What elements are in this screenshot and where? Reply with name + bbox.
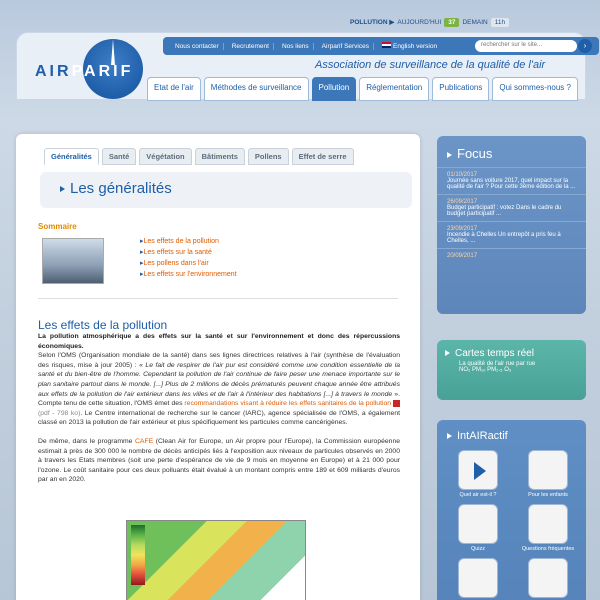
tile-icon bbox=[528, 558, 568, 598]
interactif-heading bbox=[437, 420, 586, 448]
cartes-subtitle: La qualité de l'air rue par rue bbox=[459, 361, 536, 367]
focus-item[interactable] bbox=[437, 167, 586, 194]
intro-paragraph bbox=[38, 332, 400, 351]
divider bbox=[38, 298, 398, 299]
arrow-icon bbox=[445, 350, 450, 356]
tile-quizz[interactable] bbox=[449, 504, 507, 552]
map-legend bbox=[131, 525, 145, 585]
content-card bbox=[16, 134, 420, 600]
sommaire-link[interactable]: ▸ Les pollens dans l'air bbox=[140, 259, 237, 267]
search-button[interactable]: › bbox=[578, 39, 592, 53]
page-title bbox=[60, 180, 172, 197]
tile-enfants[interactable] bbox=[519, 450, 577, 498]
page-title-text: Les généralités bbox=[70, 180, 172, 197]
recruitment-link[interactable]: Recrutement bbox=[228, 43, 274, 50]
focus-item[interactable] bbox=[437, 248, 586, 263]
focus-text: Journée sans voiture 2017, quel impact sur la qualité de l'air ? Pour cette 3ème édition de la ... bbox=[447, 178, 576, 190]
focus-text: Incendie à Chelles Un entrepôt a pris feu à Chelles, ... bbox=[447, 232, 561, 244]
section-heading: Les effets de la pollution bbox=[38, 318, 168, 332]
nav-pollution[interactable]: Pollution bbox=[312, 77, 357, 101]
tomorrow-label[interactable]: DEMAIN bbox=[462, 18, 488, 26]
interactif-title: IntAIRactif bbox=[457, 430, 508, 442]
realtime-maps-panel[interactable] bbox=[437, 340, 586, 400]
contact-link[interactable]: Nous contacter bbox=[171, 43, 224, 50]
sommaire-link[interactable]: ▸ Les effets sur l'environnement bbox=[140, 270, 237, 278]
pollution-label[interactable]: POLLUTION ▶ bbox=[350, 19, 395, 26]
main-nav bbox=[147, 77, 578, 101]
intro-bold: La pollution atmosphérique a des effets sur la santé et sur l'environnement et donc des répercussions économiques. bbox=[38, 333, 400, 350]
tile-label: Quizz bbox=[470, 546, 486, 552]
uk-flag-icon bbox=[382, 42, 391, 48]
play-icon bbox=[458, 450, 498, 490]
nav-methodes[interactable]: Méthodes de surveillance bbox=[204, 77, 309, 101]
focus-date: 26/09/2017 bbox=[447, 199, 478, 205]
nav-etat-air[interactable]: Etat de l'air bbox=[147, 77, 201, 101]
sommaire-thumbnail bbox=[42, 238, 104, 284]
focus-title: Focus bbox=[457, 146, 493, 161]
p1-quote: Le fait de respirer de l'air pur est considéré comme une condition essentielle de la santé et du bien-être de l'homme. Cependant la pollution de l'air continue de faire peser une menace importante sur le plan sanitaire partout dans le monde. [...] Plus de 2 millions de décès prématurés peuvent chaque année être attribués aux effets de la pollution de l'air extérieur dans les villes et de l'air à l'intérieur des habitations [...] à travers le monde bbox=[38, 361, 400, 398]
focus-date: 01/10/2017 bbox=[447, 172, 478, 178]
interactive-panel bbox=[437, 420, 586, 600]
tile-car[interactable] bbox=[449, 558, 507, 600]
focus-panel bbox=[437, 136, 586, 314]
tab-pollens[interactable]: Pollens bbox=[248, 148, 289, 165]
child-icon bbox=[528, 450, 568, 490]
nav-reglementation[interactable]: Réglementation bbox=[359, 77, 429, 101]
tile-other[interactable] bbox=[519, 558, 577, 600]
english-version-label: English version bbox=[393, 43, 438, 50]
sub-tabs bbox=[44, 148, 354, 165]
pollution-index-bar bbox=[350, 14, 588, 30]
quiz-icon bbox=[458, 504, 498, 544]
tab-effet-serre[interactable]: Effet de serre bbox=[292, 148, 354, 165]
page-title-bar bbox=[40, 172, 412, 208]
today-label[interactable]: AUJOURD'HUI bbox=[397, 18, 442, 26]
today-index-badge[interactable]: 37 bbox=[444, 18, 459, 27]
paragraph-cafe bbox=[38, 437, 400, 485]
tab-vegetation[interactable]: Végétation bbox=[139, 148, 191, 165]
pdf-icon bbox=[393, 400, 400, 407]
arrow-icon bbox=[447, 152, 452, 158]
p1-text-b: ». Compte tenu de cette situation, l'OMS émet des bbox=[38, 390, 400, 408]
interactive-grid bbox=[449, 450, 577, 600]
services-link[interactable]: Airparif Services bbox=[318, 43, 374, 50]
p1-text-c: . Le Centre international de recherche sur le cancer (IARC), agence spécialisée de l'OMS, a également classé en 2013 la pollution de l'air extérieur et plus spécifiquement les particules comme cancérigènes. bbox=[38, 409, 400, 427]
sommaire-list bbox=[140, 237, 237, 281]
site-tagline: Association de surveillance de la qualité de l'air bbox=[315, 59, 546, 71]
focus-text: Budget participatif : votez Dans le cadre du budget participatif ... bbox=[447, 205, 562, 217]
sommaire-link[interactable]: ▸ Les effets de la pollution bbox=[140, 237, 237, 245]
links-link[interactable]: Nos liens bbox=[278, 43, 314, 50]
search-input[interactable]: rechercher sur le site... bbox=[475, 40, 577, 52]
english-version-link[interactable] bbox=[378, 42, 441, 50]
utility-nav bbox=[163, 37, 599, 55]
nav-publications[interactable]: Publications bbox=[432, 77, 489, 101]
cartes-heading bbox=[437, 340, 586, 361]
focus-item[interactable] bbox=[437, 194, 586, 221]
tab-sante[interactable]: Santé bbox=[102, 148, 136, 165]
europe-map-image bbox=[126, 520, 306, 600]
sommaire-heading: Sommaire bbox=[38, 222, 77, 231]
tab-generalites[interactable]: Généralités bbox=[44, 148, 99, 165]
tile-label: Questions fréquentes bbox=[521, 546, 575, 552]
tab-batiments[interactable]: Bâtiments bbox=[195, 148, 245, 165]
focus-heading bbox=[437, 136, 586, 167]
tile-quel-air[interactable] bbox=[449, 450, 507, 498]
site-logo[interactable] bbox=[35, 63, 133, 81]
paragraph-oms bbox=[38, 351, 400, 428]
p2-text-b: (Clean Air for Europe, un Air propre pour l'Europe), la Commission européenne estimait à près de 300 000 le nombre de décès anticipés liés à l'exposition aux niveaux de particules observés en 2000 à travers les Etats membres (soit une perte d'espérance de vie de 9 mois en moyenne en Europe) et à 21 000 pour l'ozone. Le coût sanitaire pour ces deux polluants était évalué à un montant compris entre 189 et 609 milliards d'euros par an en 2020. bbox=[38, 437, 401, 484]
magic-hat-icon bbox=[528, 504, 568, 544]
logo-parif: PARIF bbox=[71, 63, 134, 80]
arrow-icon bbox=[447, 433, 452, 439]
focus-date: 20/09/2017 bbox=[447, 253, 478, 259]
tomorrow-time-badge: 11h bbox=[491, 18, 509, 27]
nav-qui-sommes-nous[interactable]: Qui sommes-nous ? bbox=[492, 77, 578, 101]
arrow-icon bbox=[60, 186, 65, 192]
tile-label: Pour les enfants bbox=[528, 492, 568, 498]
article-body bbox=[38, 332, 400, 485]
car-icon bbox=[458, 558, 498, 598]
recommendations-link[interactable]: recommandations visant à réduire les effets sanitaires de la pollution bbox=[184, 400, 392, 408]
p1-text-a: Selon l'OMS (Organisation mondiale de la santé) dans ses lignes directrices relatives à l'air (synthèse de l'évaluation des risques, mise à jour 2005) : « bbox=[38, 352, 400, 369]
cafe-link[interactable]: CAFE bbox=[135, 437, 154, 445]
site-header bbox=[16, 32, 586, 100]
pdf-size: (pdf - 798 ko) bbox=[38, 409, 81, 417]
focus-item[interactable] bbox=[437, 221, 586, 248]
logo-air: AIR bbox=[35, 63, 72, 80]
p2-text-a: De même, dans le programme bbox=[38, 437, 135, 445]
tile-faq[interactable] bbox=[519, 504, 577, 552]
cartes-title: Cartes temps réel bbox=[455, 348, 534, 359]
cartes-pollutants: NO₂ PM₁₀ PM₂.₅ O₃ bbox=[459, 367, 512, 373]
tile-label: Quel air est-il ? bbox=[459, 492, 497, 498]
focus-date: 23/09/2017 bbox=[447, 226, 478, 232]
sommaire-link[interactable]: ▸ Les effets sur la santé bbox=[140, 248, 237, 256]
